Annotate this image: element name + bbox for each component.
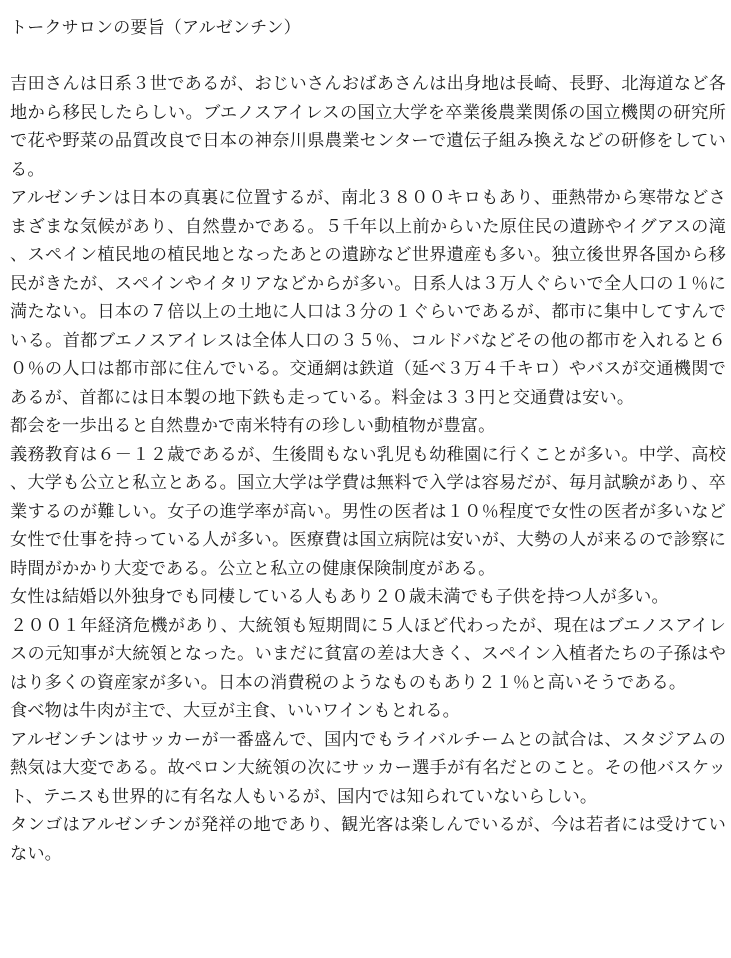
paragraph-sports: アルゼンチンはサッカーが一番盛んで、国内でもライバルチームとの試合は、スタジアムの熱気は大変である。故ペロン大統領の次にサッカー選手が有名だとのこと。その他バスケット、テニスも世界的に有名な人もいるが、国内では知られていないらしい。 [10,729,726,807]
paragraph-nature: 都会を一歩出ると自然豊かで南米特有の珍しい動植物が豊富。 [10,416,496,436]
paragraph-food: 食べ物は牛肉が主で、大豆が主食、いいワインもとれる。 [10,701,460,721]
document-page [10,14,726,868]
paragraph-economy: ２００１年経済危機があり、大統領も短期間に５人ほど代わったが、現在はブエノスアイレスの元知事が大統領となった。いまだに貧富の差は大きく、スペイン入植者たちの子孫はやはり多くの資産家が多い。日本の消費税のようなものもあり２１％と高いそうである。 [10,615,726,693]
document-body [10,70,726,868]
paragraph-women: 女性は結婚以外独身でも同棲している人もあり２０歳未満でも子供を持つ人が多い。 [10,587,669,607]
paragraph-yoshida-background: 吉田さんは日系３世であるが、おじいさんおばあさんは出身地は長崎、長野、北海道など各地から移民したらしい。ブエノスアイレスの国立大学を卒業後農業関係の国立機関の研究所で花や野菜の品質改良で日本の神奈川県農業センターで遺伝子組み換えなどの研修をしている。 [10,74,726,180]
document-title: トークサロンの要旨（アルゼンチン） [10,18,301,38]
paragraph-tango: タンゴはアルゼンチンが発祥の地であり、観光客は楽しんでいるが、今は若者には受けていない。 [10,815,726,864]
paragraph-education-medical: 義務教育は６－１２歳であるが、生後間もない乳児も幼稚園に行くことが多い。中学、高校、大学も公立と私立とある。国立大学は学費は無料で入学は容易だが、毎月試験があり、卒業するのが難しい。女子の進学率が高い。男性の医者は１０％程度で女性の医者が多いなど女性で仕事を持っている人が多い。医療費は国立病院は安いが、大勢の人が来るので診察に時間がかかり大変である。公立と私立の健康保険制度がある。 [10,444,726,579]
paragraph-country-overview: アルゼンチンは日本の真裏に位置するが、南北３８００キロもあり、亜熱帯から寒帯などさまざまな気候があり、自然豊かである。５千年以上前からいた原住民の遺跡やイグアスの滝、スペイン植民地の植民地となったあとの遺跡など世界遺産も多い。独立後世界各国から移民がきたが、スペインやイタリアなどからが多い。日系人は３万人ぐらいで全人口の１％に満たない。日本の７倍以上の土地に人口は３分の１ぐらいであるが、都市に集中してすんでいる。首都ブエノスアイレスは全体人口の３５％、コルドバなどその他の都市を入れると６０％の人口は都市部に住んでいる。交通網は鉄道（延べ３万４千キロ）やバスが交通機関であるが、首都には日本製の地下鉄も走っている。料金は３３円と交通費は安い。 [10,188,726,408]
